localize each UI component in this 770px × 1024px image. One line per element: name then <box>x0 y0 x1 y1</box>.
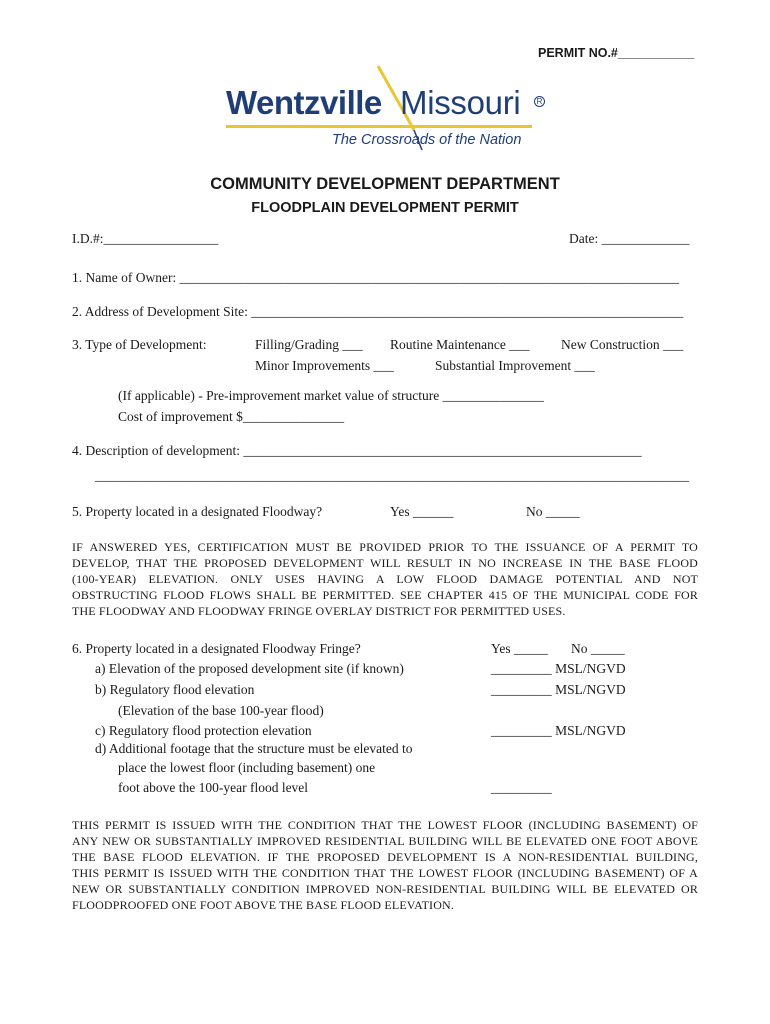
option-new-construction[interactable]: New Construction ___ <box>561 337 684 352</box>
fringe-item-c: c) Regulatory flood protection elevation <box>95 723 312 738</box>
wentzville-logo <box>222 58 552 158</box>
registered-mark-icon: R <box>534 96 545 107</box>
fringe-question: 6. Property located in a designated Floodway Fringe? <box>72 641 361 656</box>
development-type-label: 3. Type of Development: <box>72 337 207 352</box>
logo-underline <box>226 125 532 128</box>
condition-paragraph-line: FLOODPROOFED ONE FOOT ABOVE THE BASE FLOOD ELEVATION. <box>72 898 454 912</box>
id-field[interactable]: I.D.#:_________________ <box>72 231 219 246</box>
fringe-item-b: b) Regulatory flood elevation <box>95 682 255 697</box>
fringe-item-d-line2: place the lowest floor (including basement) one <box>118 760 376 775</box>
fringe-item-d-field[interactable]: _________ <box>491 780 552 795</box>
logo-tagline: The Crossroads of the Nation <box>332 132 522 148</box>
permit-title: FLOODPLAIN DEVELOPMENT PERMIT <box>251 200 519 216</box>
certification-paragraph-line: (100-YEAR) ELEVATION. ONLY USES HAVING A LOW FLOOD DAMAGE POTENTIAL AND NOT <box>72 572 698 586</box>
owner-name-field[interactable]: 1. Name of Owner: __________________________________________________________________________ <box>72 270 680 285</box>
certification-paragraph-line: DEVELOP, THAT THE PROPOSED DEVELOPMENT WILL RESULT IN NO INCREASE IN THE BASE FLOOD <box>72 556 698 570</box>
fringe-item-a: a) Elevation of the proposed development site (if known) <box>95 661 404 676</box>
condition-paragraph-line: THE BASE FLOOD ELEVATION. IF THE PROPOSED DEVELOPMENT IS A NON-RESIDENTIAL BUILDING, <box>72 850 698 864</box>
improvement-cost-field[interactable]: Cost of improvement $_______________ <box>118 409 345 424</box>
option-minor-improvements[interactable]: Minor Improvements ___ <box>255 358 394 373</box>
floodway-yes-field[interactable]: Yes ______ <box>390 504 454 519</box>
fringe-item-b-note: (Elevation of the base 100-year flood) <box>118 703 324 718</box>
condition-paragraph-line: THIS PERMIT IS ISSUED WITH THE CONDITION THAT THE LOWEST FLOOR (INCLUDING BASEMENT) OF A <box>72 866 698 880</box>
fringe-item-d-line3: foot above the 100-year flood level <box>118 780 309 795</box>
option-substantial-improvement[interactable]: Substantial Improvement ___ <box>435 358 595 373</box>
department-title: COMMUNITY DEVELOPMENT DEPARTMENT <box>210 175 560 193</box>
market-value-field[interactable]: (If applicable) - Pre-improvement market value of structure _______________ <box>118 388 544 403</box>
date-field[interactable]: Date: _____________ <box>569 231 690 246</box>
fringe-item-b-field[interactable]: _________ MSL/NGVD <box>491 682 626 697</box>
option-filling-grading[interactable]: Filling/Grading ___ <box>255 337 363 352</box>
certification-paragraph-line: THE FLOODWAY AND FLOODWAY FRINGE OVERLAY DISTRICT FOR PERMITTED USES. <box>72 604 566 618</box>
development-address-field[interactable]: 2. Address of Development Site: ________________________________________________________________ <box>72 304 684 319</box>
logo-word-wentzville: Wentzville <box>226 84 382 121</box>
fringe-item-a-field[interactable]: _________ MSL/NGVD <box>491 661 626 676</box>
floodway-no-field[interactable]: No _____ <box>526 504 580 519</box>
fringe-item-c-field[interactable]: _________ MSL/NGVD <box>491 723 626 738</box>
option-routine-maintenance[interactable]: Routine Maintenance ___ <box>390 337 530 352</box>
fringe-yes-field[interactable]: Yes _____ <box>491 641 548 656</box>
fringe-no-field[interactable]: No _____ <box>571 641 625 656</box>
condition-paragraph-line: NEW OR SUBSTANTIALLY CONDITION IMPROVED NON-RESIDENTIAL BUILDING WILL BE ELEVATED OR <box>72 882 698 896</box>
description-field-line2[interactable]: ________________________________________________________________________________________ <box>95 468 689 483</box>
certification-paragraph-line: OBSTRUCTING FLOOD FLOWS SHALL BE PERMITTED. SEE CHAPTER 415 OF THE MUNICIPAL CODE FOR <box>72 588 698 602</box>
fringe-item-d: d) Additional footage that the structure must be elevated to <box>95 741 413 756</box>
condition-paragraph-line: ANY NEW OR SUBSTANTIALLY IMPROVED RESIDENTIAL BUILDING WILL BE ELEVATED ONE FOOT ABOVE <box>72 834 698 848</box>
certification-paragraph-line: IF ANSWERED YES, CERTIFICATION MUST BE PROVIDED PRIOR TO THE ISSUANCE OF A PERMIT TO <box>72 540 698 554</box>
condition-paragraph-line: THIS PERMIT IS ISSUED WITH THE CONDITION THAT THE LOWEST FLOOR (INCLUDING BASEMENT) OF <box>72 818 698 832</box>
permit-number-field[interactable]: PERMIT NO.#___________ <box>538 46 695 60</box>
logo-word-missouri: Missouri <box>400 84 521 121</box>
description-field[interactable]: 4. Description of development: ___________________________________________________________ <box>72 443 642 458</box>
floodway-question: 5. Property located in a designated Floodway? <box>72 504 323 519</box>
